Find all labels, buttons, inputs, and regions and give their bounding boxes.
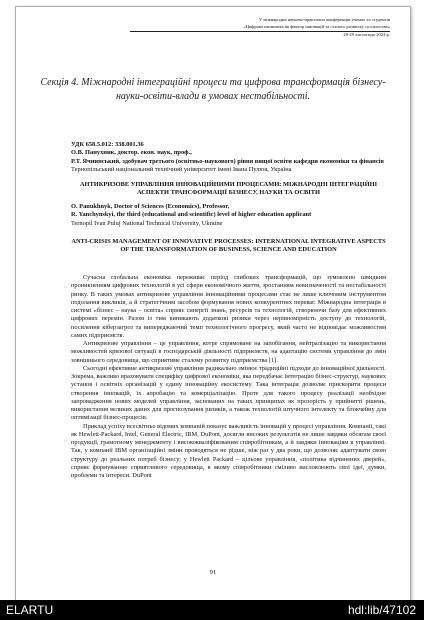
header-line-1: V міжнародна науково-практична конференція учених та студентів	[259, 17, 390, 22]
article-title-en: ANTI-CRISIS MANAGEMENT OF INNOVATIVE PROCESSES: INTERNATIONAL INTEGRATIVE ASPECTS OF THE TRANSFORMATION OF BUSINESS, SCIENCE AND EDUCATION	[71, 238, 386, 253]
author-2-en: R. Yanchynskyi, the third (educational and scientific) level of higher education applicant	[71, 211, 312, 219]
article-title-ua: АНТИКРИЗОВЕ УПРАВЛІННЯ ІННОВАЦІЙНИМИ ПРОЦЕСАМИ: МІЖНАРОДНІ ІНТЕГРАЦІЙНІ АСПЕКТИ ТРАНСФОРМАЦІЇ БІЗНЕСУ, НАУКИ ТА ОСВІТИ	[79, 181, 378, 196]
header-line-2: «Цифрова економіка як фактор інновацій та сталого розвитку суспільства»	[243, 23, 390, 29]
author-block-ua	[71, 141, 386, 174]
footer-left-label: ELARTU	[6, 603, 54, 617]
affiliation-ua: Тернопільський національний технічний університет імені Івана Пулюя, Україна	[71, 165, 292, 173]
paragraph: Сучасна глобальна економіка переживає період глибоких трансформацій, що зумовлено швидким проникненням цифрових технологій в усі сфери економічного життя, зростанням невизначеності та нестабільності ринку. В таких умовах антикризове управління інноваційними процесами стає не лише ключовим інструментом подолання викликів, а й стратегічним засобом формування нових конкурентних переваг. Міжнародна інтеграція в системі «бізнес – наука – освіта» сприяє синергії знань, ресурсів та технологій, створюючи базу для ефективних цифрових перемін. Разом із тим виникають додаткові ризики через нерівномірність доступу до технологій, посилення кіберзагроз та випереджаючий темп технологічного прогресу, який часто не відповідає можливостям самих підприємств.	[71, 274, 386, 339]
document-page	[15, 6, 411, 602]
conference-header	[130, 17, 390, 39]
paragraph: Приклад успіху всесвітньо відомих компаній показує важливість інновацій у процесі управління. Компанії, такі як Hewlett-Packard, Intel, General Electric, IBM, DuPont, досягли високих результатів не лише завдяки обсягам своєї продукції, грамотному менеджменту і висококваліфікованим співробітникам, а й завдяки інноваціям в управлінні. Так, у компанії IBM організаційні зміни проводяться не рідше, ніж раз у два роки, що дозволяє адаптувати свою структуру до реальних потреб бізнесу; у Hewlett Packard – цільове управління, «політика відчинених дверей», сприяє формуванню сприятливого середовища, в якому співробітники сміливо висловлюють свої ідеї, думки, проблеми та інтереси. DuPont	[71, 422, 386, 479]
author-block-en	[71, 203, 386, 228]
author-1-en: O. Panukhnyk, Doctor of Sciences (Economics), Professor,	[71, 203, 230, 210]
section-title: Секція 4. Міжнародні інтеграційні процеси та цифрова трансформація бізнесу-науки-освіти-влади в умовах нестабільності.	[40, 77, 386, 102]
article-body	[71, 274, 386, 480]
header-date: 28-29 листопада 2024 р.	[343, 32, 390, 38]
paragraph: Сьогодні ефективне антикризове управління радикально змінює традиційні підходи до інноваційної діяльності. Зокрема, важливо враховувати специфіку цифрової економіки, яка передбачає інтеграцію бізнес-структур, наукових установ і освітніх організацій у єдину інноваційну екосистему. Така інтеграція дозволяє прискорити процеси створення інновацій, їх апробацію та комерціалізацію. Проте для такого процесу реалізації необхідне запровадження нових моделей управління, заснованих на таких принципах як прозорість у прийнятті рішень, використання великих даних для прогнозування ризиків, а також технологій штучного інтелекту та блокчейну для оптимізації бізнес-процесів.	[71, 364, 386, 422]
affiliation-en: Ternopil Ivan Puluj National Technical University, Ukraine	[71, 219, 223, 227]
paragraph: Антикризове управління – це управління, котре спрямоване на запобігання, нейтралізацію та використання можливостей кризової ситуації в господарській діяльності підприємств, на адаптацію системи управління до змін зовнішнього середовища, що сприятиме сталому розвитку підприємства [1].	[71, 340, 386, 364]
udc-code: УДК 658.5.012: 338.001.36	[71, 141, 144, 148]
page-number: 91	[209, 569, 217, 576]
author-1-ua: О.В. Панухник, доктор. екон. наук, проф.,	[71, 149, 192, 157]
footer-bar	[0, 600, 424, 620]
footer-handle-label: hdl:lib/47102	[347, 603, 416, 617]
author-2-ua: Р.Т. Ячнинський, здобувач третього (освітньо-наукового) рівня вищої освіти кафедри економіки та фінансів	[71, 157, 384, 165]
